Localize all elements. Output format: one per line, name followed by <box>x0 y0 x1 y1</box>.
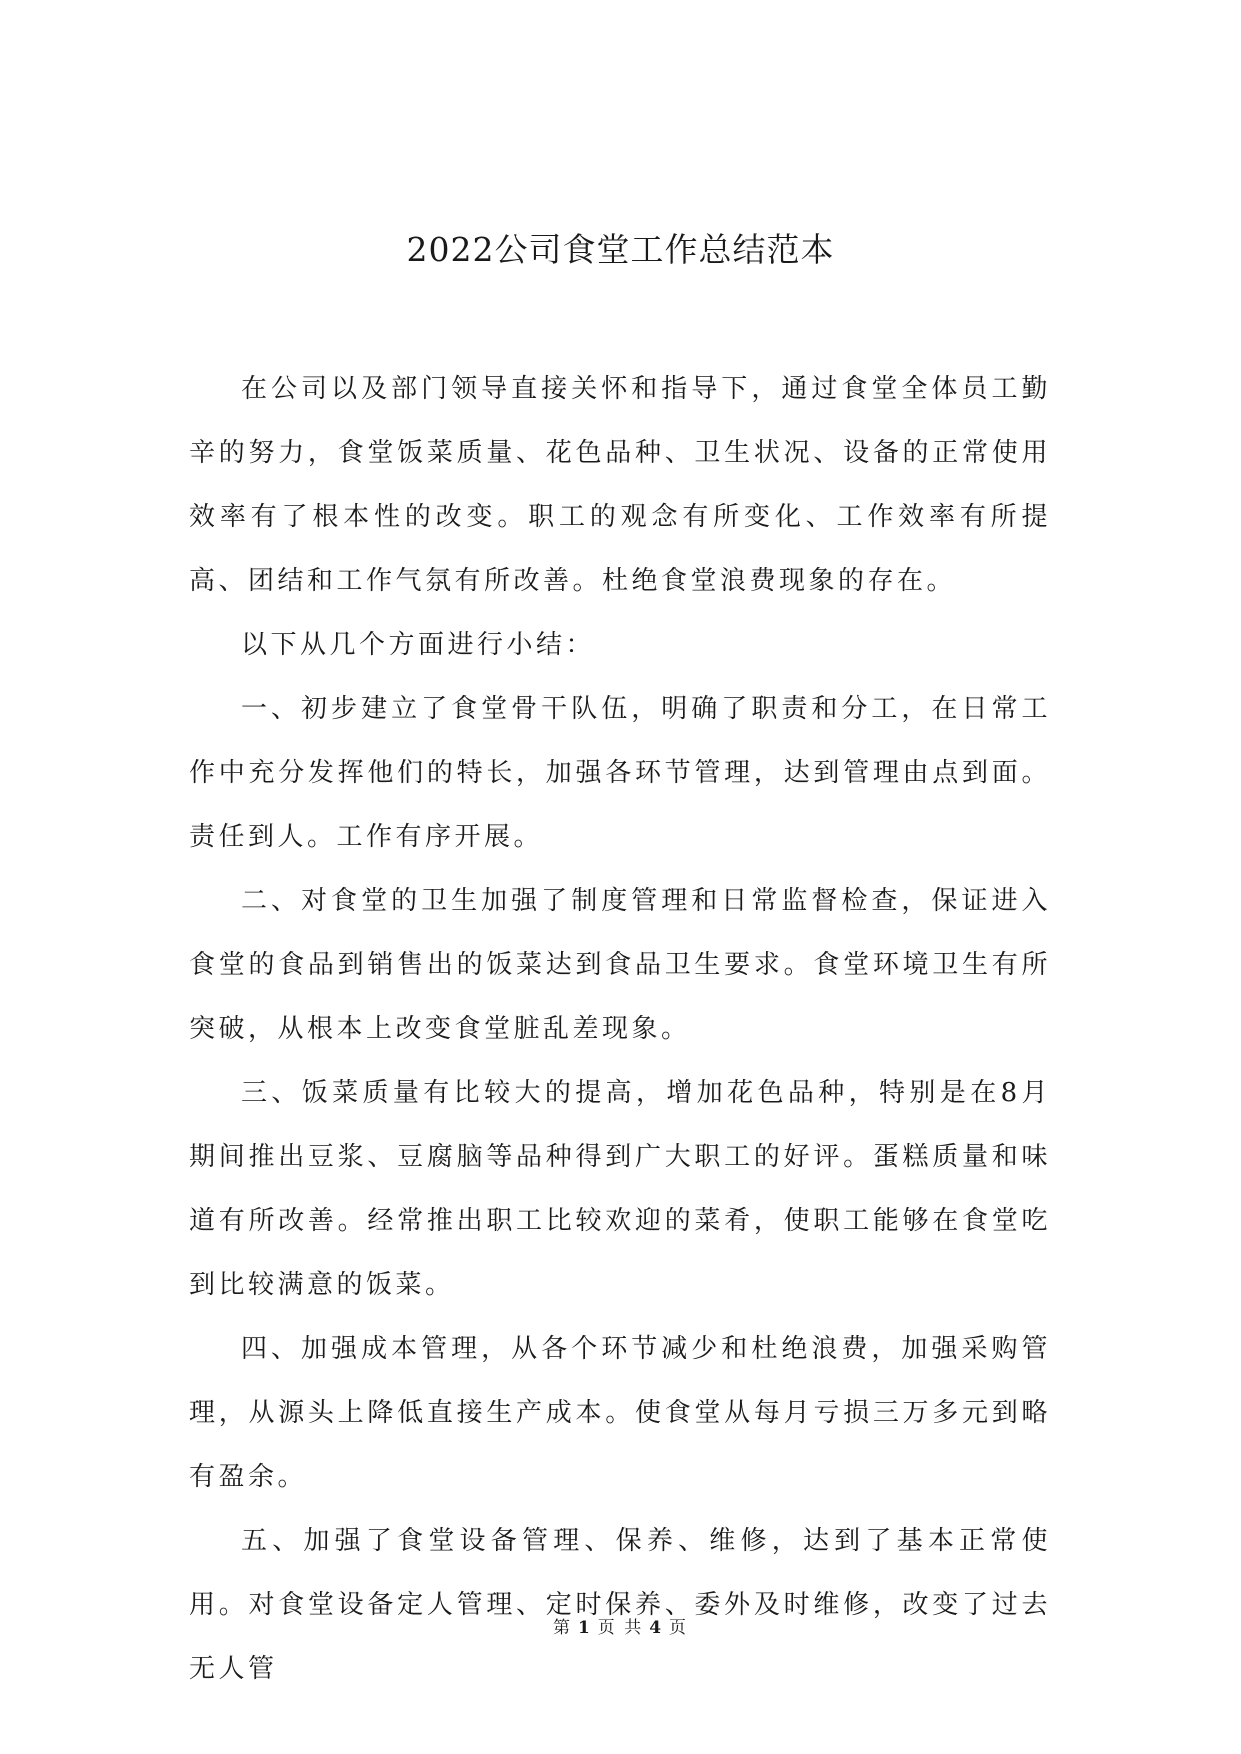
footer-total-pages: 4 <box>649 1618 664 1638</box>
paragraph-intro: 在公司以及部门领导直接关怀和指导下，通过食堂全体员工勤辛的努力，食堂饭菜质量、花色品种、卫生状况、设备的正常使用效率有了根本性的改变。职工的观念有所变化、工作效率有所提高、团结和工作气氛有所改善。杜绝食堂浪费现象的存在。 <box>189 374 1051 596</box>
document-title: 2022公司食堂工作总结范本 <box>406 230 835 269</box>
paragraph-item-2: 二、对食堂的卫生加强了制度管理和日常监督检查，保证进入食堂的食品到销售出的饭菜达到食品卫生要求。食堂环境卫生有所突破，从根本上改变食堂脏乱差现象。 <box>189 886 1051 1044</box>
footer-middle: 页 共 <box>597 1618 644 1638</box>
paragraph-item-4: 四、加强成本管理，从各个环节减少和杜绝浪费，加强采购管理，从源头上降低直接生产成本。使食堂从每月亏损三万多元到略有盈余。 <box>189 1334 1051 1492</box>
page-footer <box>0 1616 1241 1640</box>
document-body <box>189 357 1051 1701</box>
paragraph-item-5: 五、加强了食堂设备管理、保养、维修，达到了基本正常使用。对食堂设备定人管理、定时保养、委外及时维修，改变了过去无人管 <box>189 1526 1051 1684</box>
paragraph-item-3: 三、饭菜质量有比较大的提高，增加花色品种，特别是在8月期间推出豆浆、豆腐脑等品种得到广大职工的好评。蛋糕质量和味道有所改善。经常推出职工比较欢迎的菜肴，使职工能够在食堂吃到比较满意的饭菜。 <box>189 1078 1051 1300</box>
paragraph-item-1: 一、初步建立了食堂骨干队伍，明确了职责和分工，在日常工作中充分发挥他们的特长，加强各环节管理，达到管理由点到面。责任到人。工作有序开展。 <box>189 694 1051 852</box>
footer-suffix: 页 <box>669 1618 689 1638</box>
paragraph-summary-lead: 以下从几个方面进行小结： <box>241 630 596 660</box>
footer-prefix: 第 <box>552 1618 572 1638</box>
footer-current-page: 1 <box>577 1618 592 1638</box>
